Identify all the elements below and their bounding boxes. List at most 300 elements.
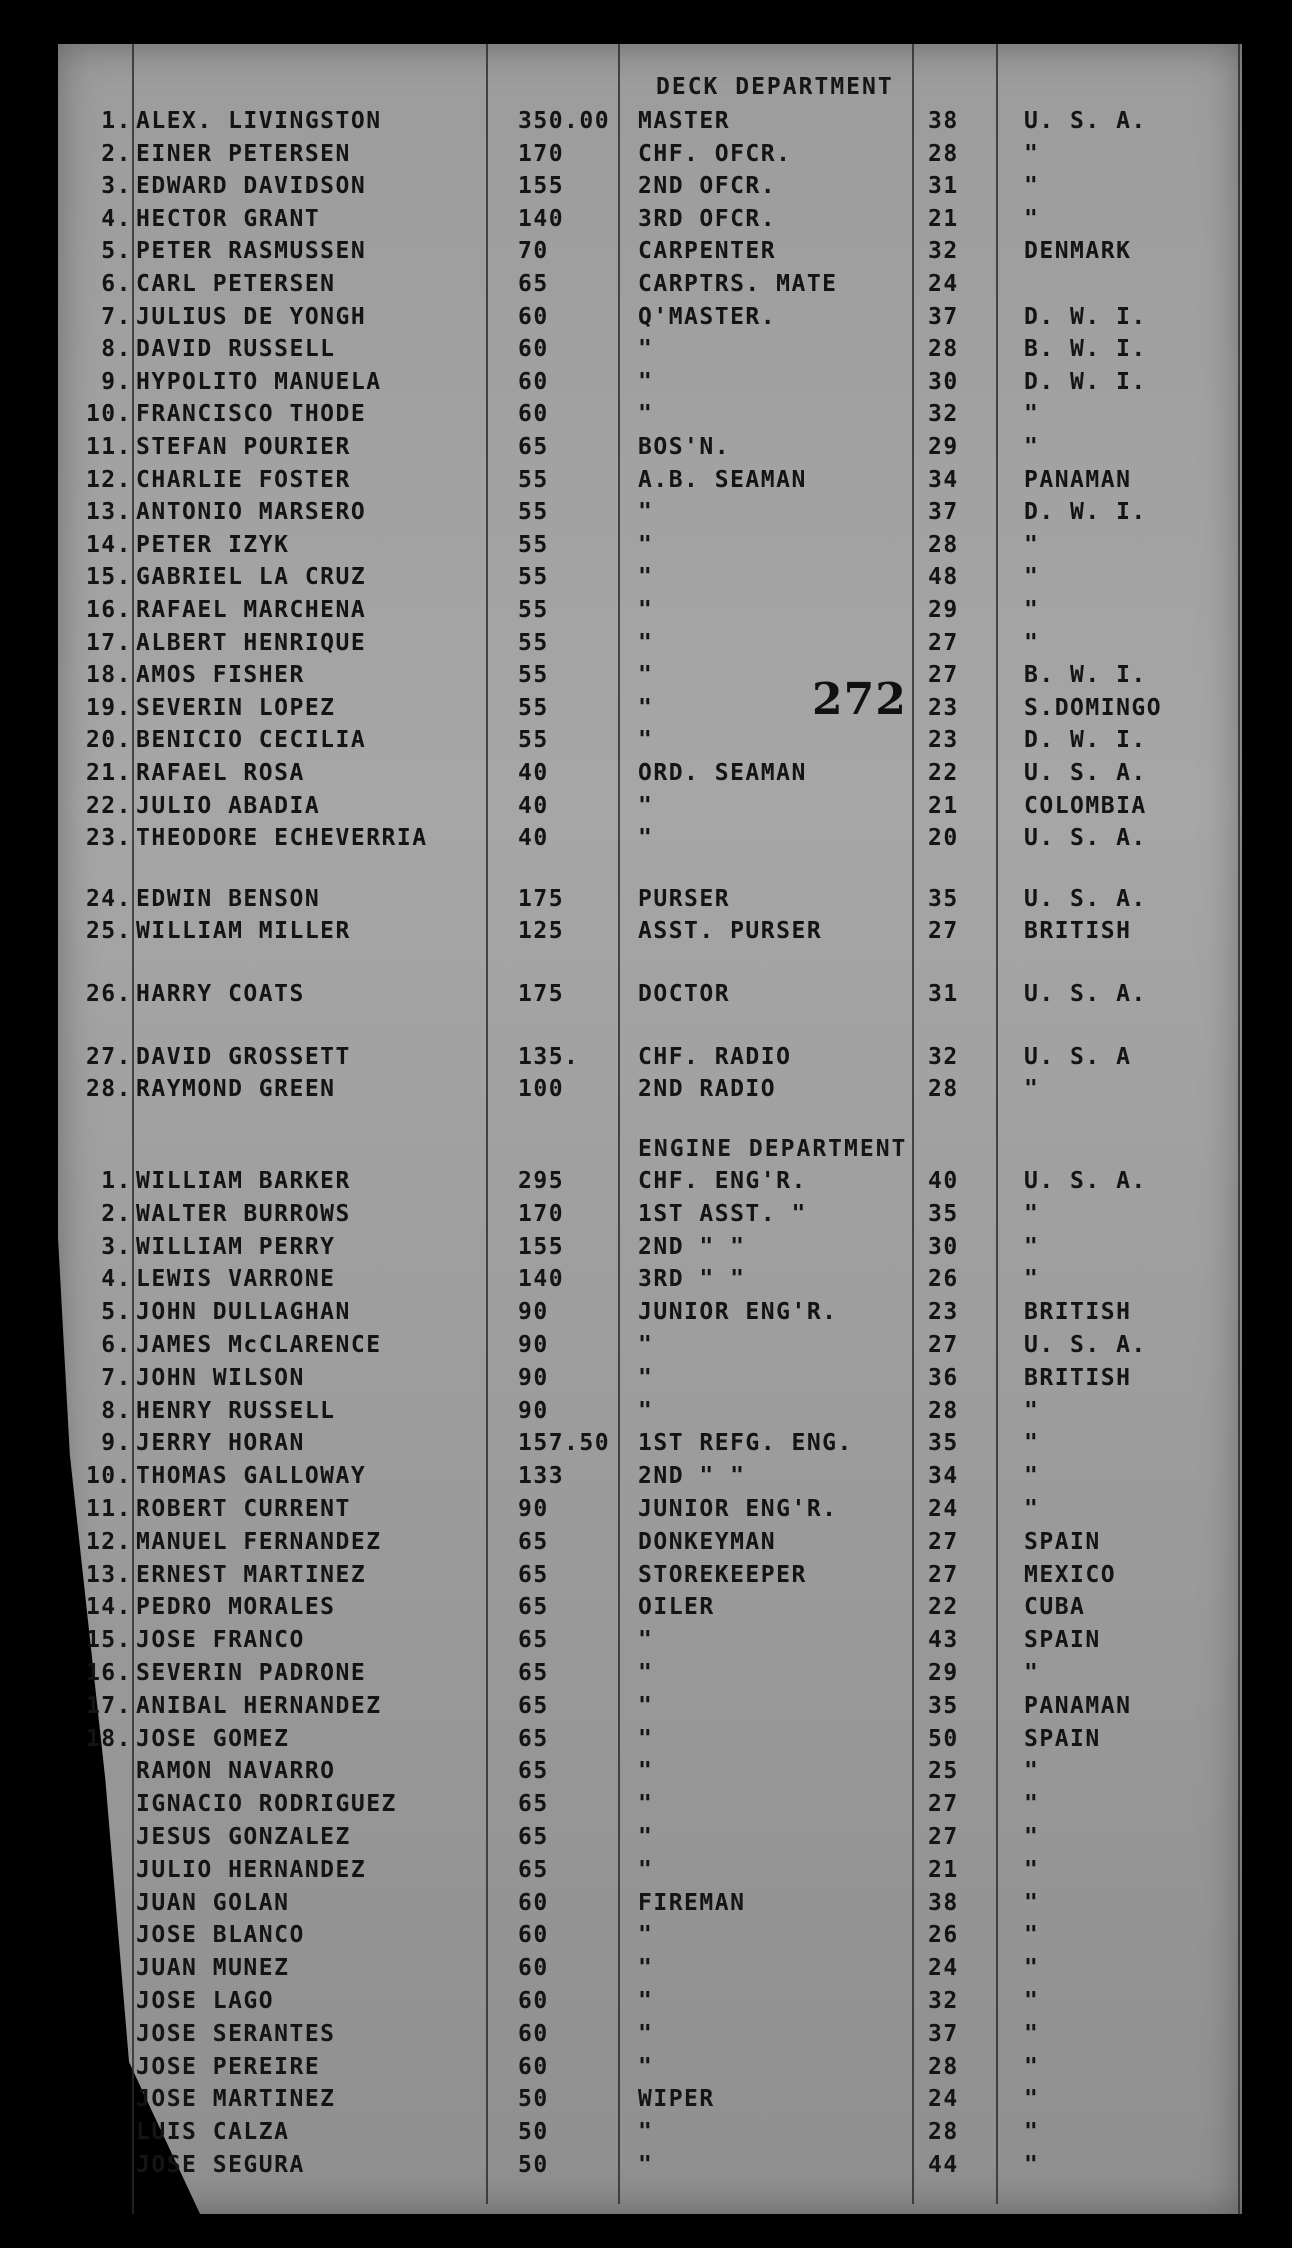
crew-age: 28: [928, 2053, 959, 2080]
crew-age: 27: [928, 1791, 959, 1818]
crew-nationality: ": [1024, 1430, 1040, 1457]
crew-rank: OILER: [638, 1594, 715, 1621]
crew-number: 3.: [101, 1233, 132, 1260]
crew-number: 13.: [85, 499, 132, 526]
crew-age: 28: [928, 2119, 959, 2146]
crew-number: 14.: [85, 531, 132, 558]
crew-name: JULIO ABADIA: [136, 792, 321, 819]
crew-nationality: ": [1024, 2053, 1040, 2080]
crew-name: JOSE LAGO: [136, 1988, 275, 2014]
crew-number: 6.: [101, 271, 132, 297]
crew-name: LUIS CALZA: [136, 2119, 290, 2146]
crew-nationality: BRITISH: [1024, 1364, 1132, 1391]
crew-nationality: SPAIN: [1024, 1627, 1101, 1654]
crew-name: WALTER BURROWS: [136, 1200, 351, 1227]
crew-wage: 90: [518, 1332, 549, 1358]
crew-row: [0, 1430, 1292, 1462]
crew-rank: JUNIOR ENG'R.: [638, 1496, 838, 1522]
crew-rank: ": [638, 1627, 654, 1654]
crew-nationality: ": [1024, 205, 1040, 232]
crew-row: [0, 1594, 1292, 1626]
crew-wage: 55: [518, 694, 549, 721]
crew-name: SEVERIN PADRONE: [136, 1660, 367, 1686]
crew-rank: 2ND OFCR.: [638, 173, 777, 200]
crew-nationality: S.DOMINGO: [1024, 694, 1163, 721]
crew-wage: 60: [518, 1988, 549, 2014]
crew-name: WILLIAM PERRY: [136, 1233, 336, 1260]
crew-number: 24.: [85, 885, 132, 912]
crew-number: 2.: [101, 1200, 132, 1227]
crew-rank: ": [638, 1824, 654, 1850]
crew-nationality: DENMARK: [1024, 238, 1132, 265]
crew-rank: CARPENTER: [638, 238, 777, 265]
crew-wage: 65: [518, 1758, 549, 1785]
crew-name: CARL PETERSEN: [136, 271, 336, 297]
crew-rank: CARPTRS. MATE: [638, 271, 838, 297]
crew-name: ALEX. LIVINGSTON: [136, 108, 382, 134]
crew-wage: 65: [518, 1528, 549, 1555]
crew-age: 27: [928, 1332, 959, 1358]
crew-age: 50: [928, 1725, 959, 1752]
crew-wage: 175: [518, 981, 565, 1007]
crew-number: 7.: [101, 303, 132, 330]
crew-rank: ASST. PURSER: [638, 918, 823, 945]
crew-age: 32: [928, 1988, 959, 2014]
crew-row: [0, 1693, 1292, 1725]
crew-name: HYPOLITO MANUELA: [136, 368, 382, 395]
crew-rank: ": [638, 1692, 654, 1719]
crew-wage: 55: [518, 499, 549, 526]
crew-age: 27: [928, 1528, 959, 1555]
crew-number: 7.: [101, 1364, 132, 1391]
crew-wage: 55: [518, 597, 549, 623]
crew-name: PETER IZYK: [136, 531, 290, 558]
crew-name: WILLIAM MILLER: [136, 918, 351, 945]
crew-age: 28: [928, 531, 959, 558]
crew-rank: ": [638, 1955, 654, 1982]
crew-name: DAVID RUSSELL: [136, 336, 336, 363]
crew-name: JOSE PEREIRE: [136, 2053, 321, 2080]
crew-age: 34: [928, 1463, 959, 1490]
crew-wage: 60: [518, 336, 549, 363]
crew-row: [0, 1332, 1292, 1364]
crew-name: WILLIAM BARKER: [136, 1168, 351, 1194]
crew-name: ALBERT HENRIQUE: [136, 629, 367, 656]
crew-rank: ": [638, 1364, 654, 1391]
crew-name: EDWIN BENSON: [136, 885, 321, 912]
crew-nationality: SPAIN: [1024, 1528, 1101, 1555]
crew-age: 32: [928, 401, 959, 428]
crew-age: 40: [928, 1168, 959, 1194]
crew-number: 28.: [85, 1076, 132, 1103]
crew-age: 44: [928, 2152, 959, 2178]
crew-number: 15.: [85, 1627, 132, 1654]
crew-name: EDWARD DAVIDSON: [136, 173, 367, 200]
crew-age: 35: [928, 1692, 959, 1719]
crew-name: RAFAEL MARCHENA: [136, 597, 367, 623]
crew-row: [0, 2152, 1292, 2184]
crew-wage: 295: [518, 1168, 565, 1194]
crew-age: 28: [928, 1076, 959, 1103]
crew-nationality: ": [1024, 2086, 1040, 2113]
crew-nationality: ": [1024, 531, 1040, 558]
crew-rank: ": [638, 2119, 654, 2146]
crew-rank: JUNIOR ENG'R.: [638, 1299, 838, 1326]
crew-name: PEDRO MORALES: [136, 1594, 336, 1621]
crew-name: HECTOR GRANT: [136, 205, 321, 232]
crew-age: 27: [928, 629, 959, 656]
crew-wage: 60: [518, 368, 549, 395]
sheet-number: 272: [812, 674, 907, 725]
crew-row: [0, 2054, 1292, 2086]
crew-wage: 135.: [518, 1043, 580, 1070]
crew-age: 43: [928, 1627, 959, 1654]
crew-age: 21: [928, 792, 959, 819]
crew-name: JOSE FRANCO: [136, 1627, 305, 1654]
crew-nationality: SPAIN: [1024, 1725, 1101, 1752]
crew-number: 18.: [85, 662, 132, 689]
crew-number: 16.: [85, 597, 132, 623]
crew-wage: 40: [518, 760, 549, 786]
crew-rank: 3RD OFCR.: [638, 205, 777, 232]
crew-rank: ": [638, 694, 654, 721]
crew-rank: A.B. SEAMAN: [638, 466, 807, 493]
crew-name: JULIUS DE YONGH: [136, 303, 367, 330]
crew-nationality: U. S. A.: [1024, 825, 1147, 852]
crew-number: 22.: [85, 792, 132, 819]
crew-name: JUAN GOLAN: [136, 1889, 290, 1916]
crew-age: 34: [928, 466, 959, 493]
crew-name: HARRY COATS: [136, 981, 305, 1007]
crew-name: SEVERIN LOPEZ: [136, 694, 336, 721]
crew-wage: 157.50: [518, 1430, 611, 1457]
crew-name: JOSE SEGURA: [136, 2152, 305, 2178]
crew-number: 12.: [85, 1528, 132, 1555]
crew-nationality: BRITISH: [1024, 918, 1132, 945]
crew-nationality: ": [1024, 1791, 1040, 1818]
crew-wage: 65: [518, 1856, 549, 1883]
crew-age: 31: [928, 173, 959, 200]
crew-nationality: B. W. I.: [1024, 336, 1147, 363]
crew-age: 24: [928, 1955, 959, 1982]
crew-age: 29: [928, 597, 959, 623]
crew-name: JAMES McCLARENCE: [136, 1332, 382, 1358]
crew-number: 26.: [85, 981, 132, 1007]
crew-age: 38: [928, 1889, 959, 1916]
crew-rank: ": [638, 1725, 654, 1752]
crew-rank: ": [638, 1660, 654, 1686]
crew-row: [0, 1758, 1292, 1790]
crew-rank: ": [638, 597, 654, 623]
crew-age: 37: [928, 2020, 959, 2047]
crew-rank: FIREMAN: [638, 1889, 746, 1916]
crew-name: JUAN MUNEZ: [136, 1955, 290, 1982]
crew-row: [0, 1496, 1292, 1528]
crew-age: 23: [928, 727, 959, 754]
crew-row: [0, 1365, 1292, 1397]
crew-name: RAFAEL ROSA: [136, 760, 305, 786]
crew-row: [0, 1168, 1292, 1200]
crew-nationality: ": [1024, 140, 1040, 167]
crew-rank: 1ST ASST. ": [638, 1200, 807, 1227]
crew-nationality: ": [1024, 1397, 1040, 1424]
crew-age: 27: [928, 662, 959, 689]
crew-wage: 100: [518, 1076, 565, 1103]
crew-name: HENRY RUSSELL: [136, 1397, 336, 1424]
crew-nationality: B. W. I.: [1024, 662, 1147, 689]
crew-age: 31: [928, 981, 959, 1007]
crew-number: 25.: [85, 918, 132, 945]
crew-wage: 55: [518, 629, 549, 656]
crew-wage: 55: [518, 564, 549, 591]
crew-rank: ORD. SEAMAN: [638, 760, 807, 786]
crew-row: [0, 1824, 1292, 1856]
crew-wage: 90: [518, 1299, 549, 1326]
crew-number: 1.: [101, 1168, 132, 1194]
crew-nationality: COLOMBIA: [1024, 792, 1147, 819]
crew-number: 17.: [85, 629, 132, 656]
crew-name: THOMAS GALLOWAY: [136, 1463, 367, 1490]
crew-nationality: ": [1024, 1233, 1040, 1260]
crew-nationality: D. W. I.: [1024, 727, 1147, 754]
crew-age: 22: [928, 760, 959, 786]
crew-name: JOSE MARTINEZ: [136, 2086, 336, 2113]
crew-nationality: ": [1024, 434, 1040, 460]
crew-wage: 60: [518, 1922, 549, 1949]
crew-rank: ": [638, 1988, 654, 2014]
crew-age: 25: [928, 1758, 959, 1785]
crew-nationality: ": [1024, 1463, 1040, 1490]
crew-row: [0, 1791, 1292, 1823]
crew-name: JOSE SERANTES: [136, 2020, 336, 2047]
crew-wage: 140: [518, 205, 565, 232]
crew-row: [0, 2119, 1292, 2151]
crew-nationality: PANAMAN: [1024, 466, 1132, 493]
crew-rank: 2ND RADIO: [638, 1076, 777, 1103]
crew-wage: 65: [518, 271, 549, 297]
crew-rank: ": [638, 564, 654, 591]
crew-rank: ": [638, 792, 654, 819]
crew-number: 8.: [101, 336, 132, 363]
crew-number: 13.: [85, 1561, 132, 1588]
crew-rank: ": [638, 2020, 654, 2047]
crew-age: 37: [928, 303, 959, 330]
crew-wage: 65: [518, 1627, 549, 1654]
crew-wage: 50: [518, 2152, 549, 2178]
crew-name: JULIO HERNANDEZ: [136, 1856, 367, 1883]
crew-nationality: PANAMAN: [1024, 1692, 1132, 1719]
crew-rank: ": [638, 1758, 654, 1785]
crew-rank: STOREKEEPER: [638, 1561, 807, 1588]
crew-row: [0, 1201, 1292, 1233]
crew-rank: ": [638, 499, 654, 526]
crew-nationality: ": [1024, 1266, 1040, 1293]
crew-age: 21: [928, 205, 959, 232]
crew-nationality: ": [1024, 2119, 1040, 2146]
crew-nationality: ": [1024, 1200, 1040, 1227]
crew-age: 29: [928, 1660, 959, 1686]
crew-age: 21: [928, 1856, 959, 1883]
crew-nationality: ": [1024, 564, 1040, 591]
crew-number: 11.: [85, 1496, 132, 1522]
crew-rank: Q'MASTER.: [638, 303, 777, 330]
crew-wage: 65: [518, 1824, 549, 1850]
crew-wage: 50: [518, 2086, 549, 2113]
crew-name: JOSE BLANCO: [136, 1922, 305, 1949]
crew-number: 23.: [85, 825, 132, 852]
crew-name: PETER RASMUSSEN: [136, 238, 367, 265]
crew-number: 27.: [85, 1043, 132, 1070]
crew-number: 19.: [85, 694, 132, 721]
crew-rank: CHF. RADIO: [638, 1043, 792, 1070]
crew-age: 28: [928, 336, 959, 363]
crew-rank: ": [638, 1332, 654, 1358]
crew-nationality: MEXICO: [1024, 1561, 1117, 1588]
crew-rank: 2ND " ": [638, 1233, 746, 1260]
crew-name: FRANCISCO THODE: [136, 401, 367, 428]
crew-row: [0, 1726, 1292, 1758]
crew-name: LEWIS VARRONE: [136, 1266, 336, 1293]
crew-age: 32: [928, 238, 959, 265]
crew-wage: 60: [518, 2020, 549, 2047]
crew-name: AMOS FISHER: [136, 662, 305, 689]
crew-nationality: D. W. I.: [1024, 499, 1147, 526]
crew-name: JOHN DULLAGHAN: [136, 1299, 351, 1326]
crew-nationality: ": [1024, 1955, 1040, 1982]
crew-wage: 133: [518, 1463, 565, 1490]
crew-wage: 60: [518, 1955, 549, 1982]
crew-age: 26: [928, 1922, 959, 1949]
crew-name: RAMON NAVARRO: [136, 1758, 336, 1785]
crew-number: 20.: [85, 727, 132, 754]
crew-wage: 155: [518, 1233, 565, 1260]
crew-number: 5.: [101, 1299, 132, 1326]
crew-rank: 1ST REFG. ENG.: [638, 1430, 853, 1457]
crew-nationality: ": [1024, 173, 1040, 200]
crew-number: 6.: [101, 1332, 132, 1358]
crew-wage: 65: [518, 1594, 549, 1621]
crew-row: [0, 1529, 1292, 1561]
crew-number: 8.: [101, 1397, 132, 1424]
crew-wage: 60: [518, 401, 549, 428]
crew-rank: WIPER: [638, 2086, 715, 2113]
crew-wage: 50: [518, 2119, 549, 2146]
crew-nationality: U. S. A.: [1024, 1168, 1147, 1194]
crew-nationality: CUBA: [1024, 1594, 1086, 1621]
crew-nationality: U. S. A.: [1024, 981, 1147, 1007]
crew-rank: 3RD " ": [638, 1266, 746, 1293]
crew-nationality: U. S. A.: [1024, 885, 1147, 912]
crew-nationality: D. W. I.: [1024, 368, 1147, 395]
crew-rank: ": [638, 662, 654, 689]
crew-name: DAVID GROSSETT: [136, 1043, 351, 1070]
crew-age: 24: [928, 2086, 959, 2113]
crew-wage: 65: [518, 434, 549, 460]
crew-rank: BOS'N.: [638, 434, 731, 460]
crew-rank: ": [638, 2053, 654, 2080]
crew-number: 18.: [85, 1725, 132, 1752]
crew-wage: 170: [518, 1200, 565, 1227]
crew-wage: 140: [518, 1266, 565, 1293]
crew-row: [0, 1660, 1292, 1692]
crew-nationality: ": [1024, 1988, 1040, 2014]
crew-nationality: D. W. I.: [1024, 303, 1147, 330]
crew-row: [0, 1234, 1292, 1266]
crew-nationality: ": [1024, 1660, 1040, 1686]
crew-rank: ": [638, 2152, 654, 2178]
crew-nationality: ": [1024, 1922, 1040, 1949]
crew-nationality: U. S. A.: [1024, 108, 1147, 134]
crew-nationality: ": [1024, 1824, 1040, 1850]
crew-age: 36: [928, 1364, 959, 1391]
crew-age: 32: [928, 1043, 959, 1070]
crew-rank: MASTER: [638, 108, 731, 134]
crew-nationality: U. S. A: [1024, 1043, 1132, 1070]
crew-rank: CHF. OFCR.: [638, 140, 792, 167]
crew-number: 2.: [101, 140, 132, 167]
crew-number: 1.: [101, 108, 132, 134]
crew-age: 35: [928, 885, 959, 912]
crew-number: 9.: [101, 368, 132, 395]
crew-wage: 125: [518, 918, 565, 945]
crew-age: 23: [928, 694, 959, 721]
crew-number: 15.: [85, 564, 132, 591]
crew-wage: 40: [518, 825, 549, 852]
crew-row: [0, 1562, 1292, 1594]
engine-department-heading: ENGINE DEPARTMENT: [638, 1136, 908, 1162]
crew-rank: ": [638, 825, 654, 852]
crew-wage: 55: [518, 466, 549, 493]
crew-rank: ": [638, 1397, 654, 1424]
crew-name: MANUEL FERNANDEZ: [136, 1528, 382, 1555]
crew-name: GABRIEL LA CRUZ: [136, 564, 367, 591]
crew-wage: 155: [518, 173, 565, 200]
crew-rank: PURSER: [638, 885, 731, 912]
crew-name: ANIBAL HERNANDEZ: [136, 1692, 382, 1719]
crew-age: 26: [928, 1266, 959, 1293]
crew-age: 35: [928, 1200, 959, 1227]
crew-rank: DONKEYMAN: [638, 1528, 777, 1555]
crew-name: JERRY HORAN: [136, 1430, 305, 1457]
crew-nationality: BRITISH: [1024, 1299, 1132, 1326]
crew-number: 4.: [101, 1266, 132, 1293]
crew-number: 3.: [101, 173, 132, 200]
crew-number: 14.: [85, 1594, 132, 1621]
crew-wage: 90: [518, 1364, 549, 1391]
crew-row: [0, 1463, 1292, 1495]
crew-name: CHARLIE FOSTER: [136, 466, 351, 493]
crew-number: 17.: [85, 1692, 132, 1719]
crew-rank: ": [638, 336, 654, 363]
crew-number: 4.: [101, 205, 132, 232]
crew-age: 24: [928, 271, 959, 297]
crew-wage: 170: [518, 140, 565, 167]
crew-wage: 90: [518, 1397, 549, 1424]
crew-age: 23: [928, 1299, 959, 1326]
crew-nationality: U. S. A.: [1024, 1332, 1147, 1358]
crew-wage: 65: [518, 1692, 549, 1719]
crew-row: [0, 1988, 1292, 2020]
crew-name: IGNACIO RODRIGUEZ: [136, 1791, 397, 1818]
crew-rank: DOCTOR: [638, 981, 731, 1007]
crew-row: [0, 1890, 1292, 1922]
crew-nationality: ": [1024, 1758, 1040, 1785]
crew-rank: 2ND " ": [638, 1463, 746, 1490]
crew-wage: 40: [518, 792, 549, 819]
crew-number: 12.: [85, 466, 132, 493]
crew-nationality: ": [1024, 597, 1040, 623]
crew-number: 10.: [85, 401, 132, 428]
